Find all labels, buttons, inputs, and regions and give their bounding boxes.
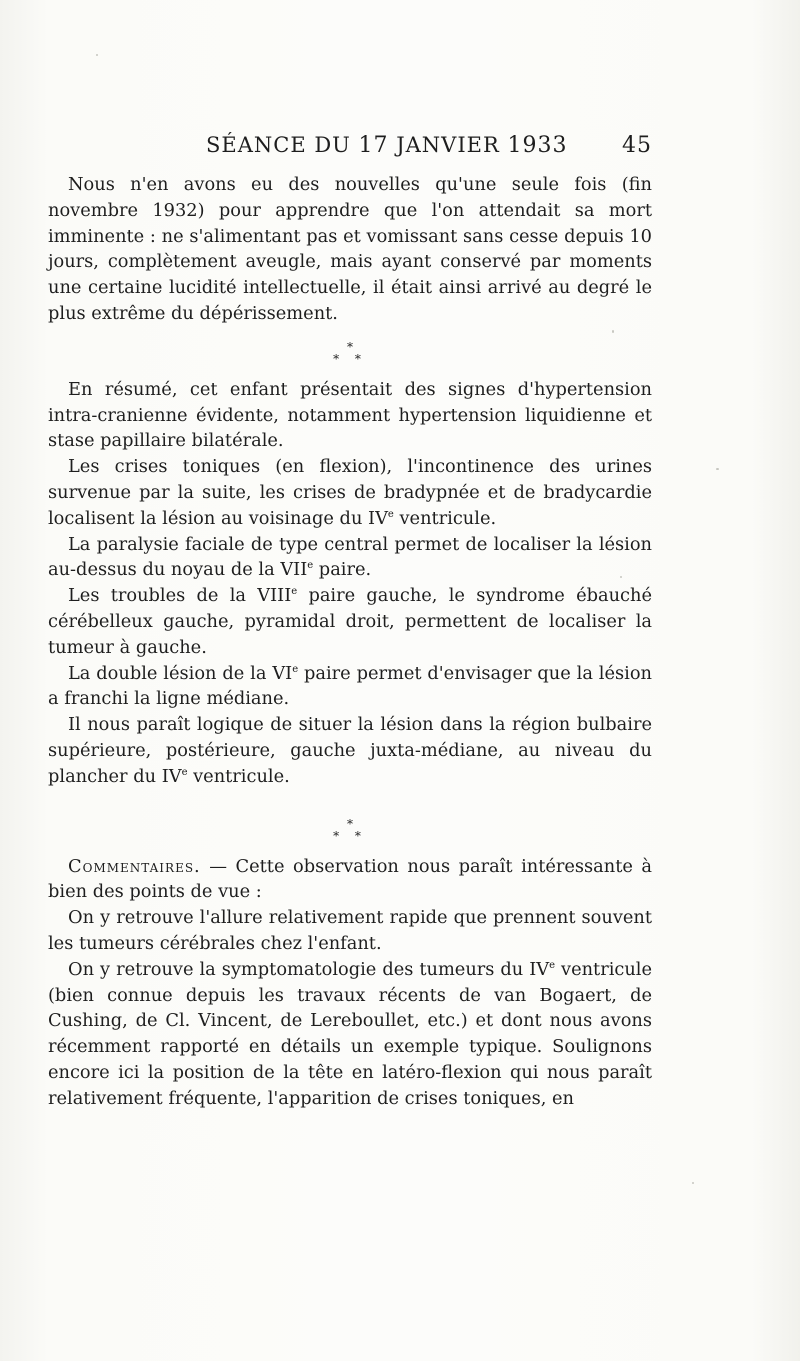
paragraph-6 [48,661,652,713]
paragraph-7-end: ventricule. [187,765,290,787]
paragraph-3 [48,454,652,531]
paragraph-5-sup: e [291,586,298,598]
paragraph-4-text: La paralysie faciale de type central permet de localiser la lésion au-dessus du noyau de la VII [48,533,652,581]
separator-2-bottom-stars: * * [333,828,367,843]
body-text [48,172,652,1112]
separator-2-top-star: * [347,816,353,831]
section-separator-2 [48,790,652,854]
scan-speck [96,54,98,56]
paragraph-5 [48,583,652,660]
paragraph-6-sup: e [292,663,299,675]
paragraph-1: Nous n'en avons eu des nouvelles qu'une seule fois (fin novembre 1932) pour apprendre que l'on attendait sa mort imminente : ne s'alimentant pas et vomissant sans cesse depuis 10 jours, complètement aveugle, mais ayant conservé par moments une certaine lucidité intellectuelle, il était ainsi arrivé au degré le plus extrême du dépérissement. [48,174,652,324]
scan-speck [612,330,614,333]
running-head-month: JANVIER [388,133,508,157]
scan-speck [620,576,622,578]
scan-speck [692,1182,694,1184]
paragraph-8-text: — Cette observation nous paraît intéressante à bien des points de vue : [48,855,652,903]
paragraph-3-end: ventricule. [393,507,497,529]
paragraph-8 [48,854,652,906]
paragraph-10-end: ventricule (bien connue depuis les travaux récents de van Bogaert, de Cushing, de Cl. Vincent, de Lereboullet, etc.) et dont nous avons récemment rapporté en détails un exemple typique. Soulignons encore ici la position de la tête en latéro-flexion qui nous paraît relativement fréquente, l'apparition de crises toniques, en [48,958,653,1109]
paragraph-4-end: paire. [313,559,372,581]
section-separator-1 [48,327,652,377]
commentaires-heading: Commentaires. [68,855,201,877]
separator-1-top-star: * [347,339,353,354]
paragraph-6-text: La double lésion de la VI [68,662,293,684]
paragraph-3-text: Les crises toniques (en flexion), l'incontinence des urines survenue par la suite, les crises de bradypnée et de bradycardie localisent la lésion au voisinage du IV [48,456,652,529]
page-header [0,130,800,160]
running-head [206,133,567,158]
paragraph-7 [48,712,652,789]
paragraph-10-text: On y retrouve la symptomatologie des tumeurs du IV [68,958,550,980]
scan-speck [716,468,719,470]
paragraph-9: On y retrouve l'allure relativement rapide que prennent souvent les tumeurs cérébrales chez l'enfant. [48,907,652,954]
paragraph-4 [48,532,652,584]
running-head-day: 17 [358,133,389,158]
paragraph-5-text: Les troubles de la VIII [68,585,292,607]
paragraph-10-sup: e [549,959,556,971]
paragraph-4-sup: e [307,560,314,572]
paragraph-7-text: Il nous paraît logique de situer la lésion dans la région bulbaire supérieure, postérieure, gauche juxta-médiane, au niveau du plancher du IV [48,714,652,787]
page-number: 45 [622,133,652,158]
paragraph-7-sup: e [181,766,188,778]
paragraph-10 [48,957,652,1112]
paragraph-6-end: paire permet d'envisager que la lésion a franchi la ligne médiane. [48,662,652,710]
running-head-prefix: SÉANCE DU [206,133,359,157]
paragraph-5-end: paire gauche, le syndrome ébauché cérébelleux gauche, pyramidal droit, permettent de localiser la tumeur à gauche. [48,585,652,658]
separator-1-bottom-stars: * * [333,351,367,366]
paragraph-3-sup: e [387,508,394,520]
paragraph-2: En résumé, cet enfant présentait des signes d'hypertension intra-cranienne évidente, notamment hypertension liquidienne et stase papillaire bilatérale. [48,378,652,452]
running-head-year: 1933 [507,133,568,158]
